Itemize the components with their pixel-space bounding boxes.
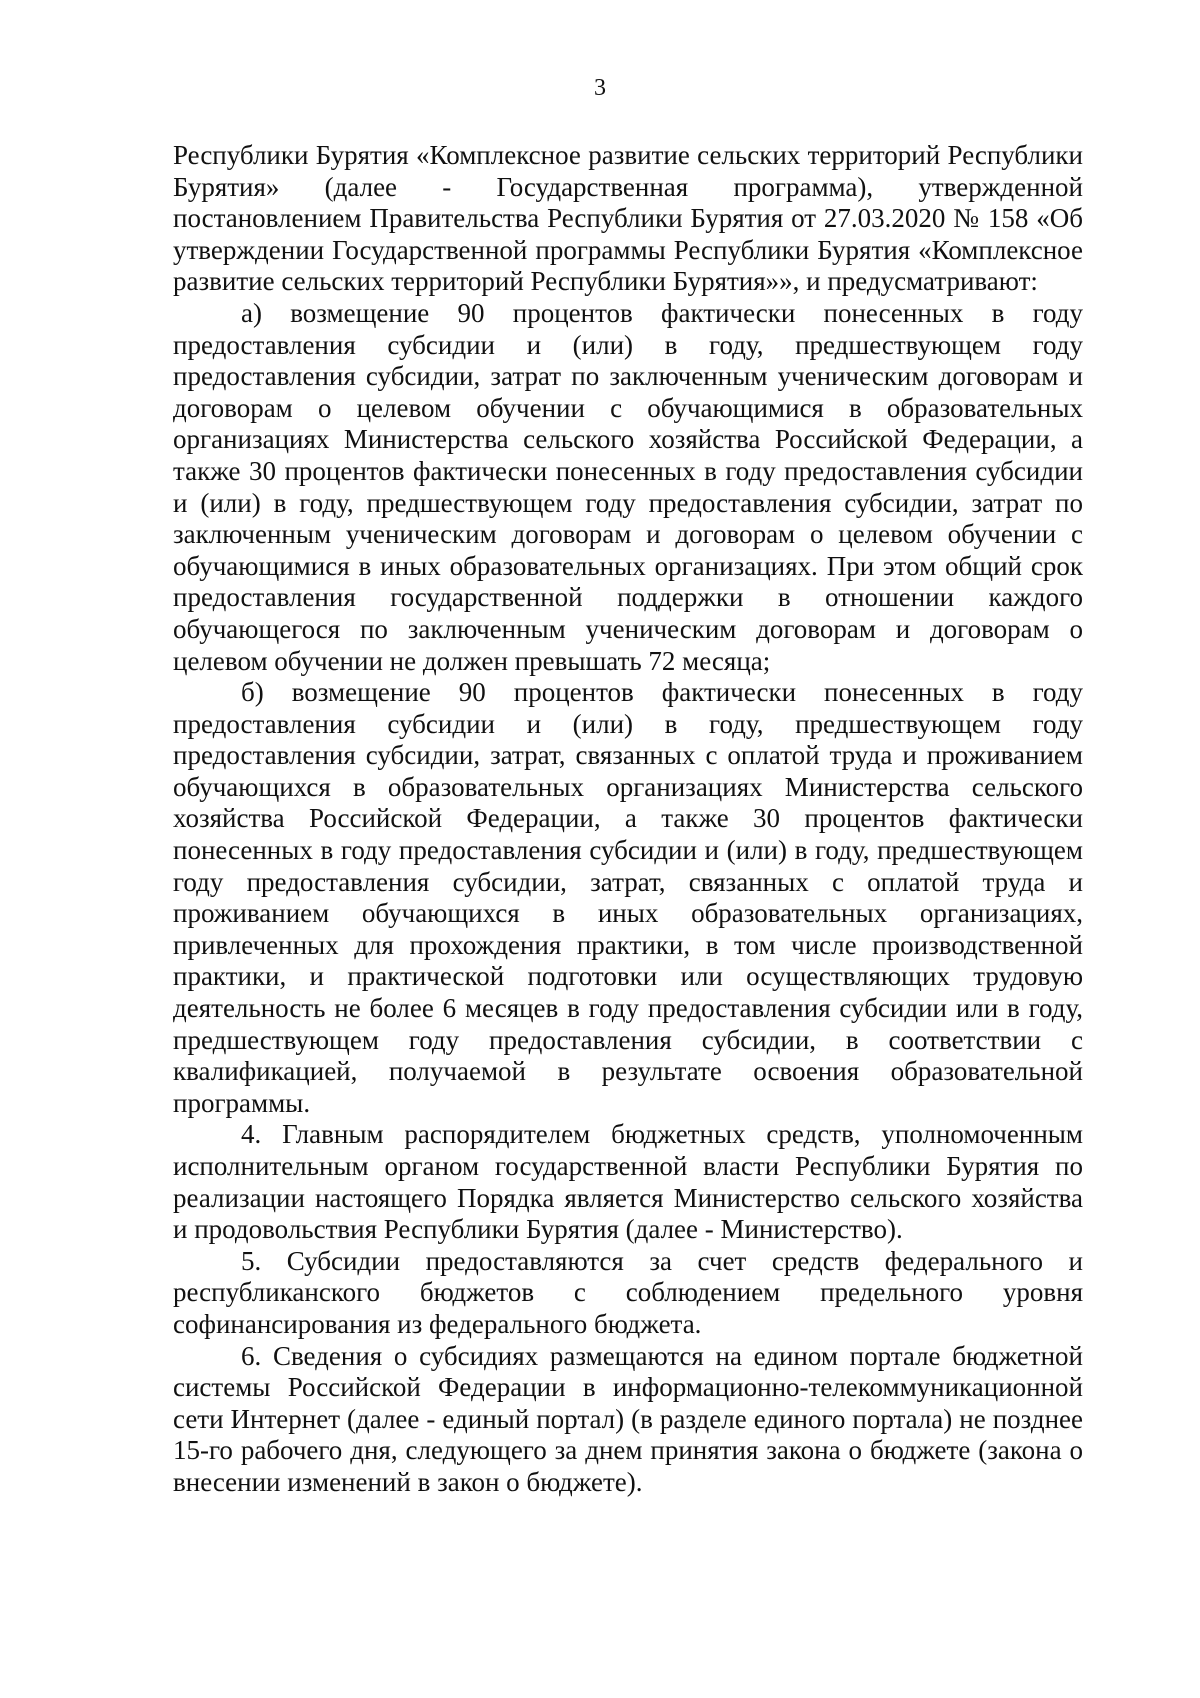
paragraph-item-6: 6. Сведения о субсидиях размещаются на едином портале бюджетной системы Российской Федерации в информационно-телекоммуникационной сети Интернет (далее - единый портал) (в разделе единого портала) не позднее 15-го рабочего дня, следующего за днем принятия закона о бюджете (закона о внесении изменений в закон о бюджете). (173, 1340, 1083, 1497)
paragraph-item-5: 5. Субсидии предоставляются за счет средств федерального и республиканского бюджетов с соблюдением предельного уровня софинансирования из федерального бюджета. (173, 1245, 1083, 1339)
paragraph-item-4: 4. Главным распорядителем бюджетных средств, уполномоченным исполнительным органом государственной власти Республики Бурятия по реализации настоящего Порядка является Министерство сельского хозяйства и продовольствия Республики Бурятия (далее - Министерство). (173, 1119, 1083, 1245)
paragraph-continuation: Республики Бурятия «Комплексное развитие сельских территорий Республики Бурятия» (далее - Государственная программа), утвержденной постановлением Правительства Республики Бурятия от 27.03.2020 № 158 «Об утверждении Государственной программы Республики Бурятия «Комплексное развитие сельских территорий Республики Бурятия»», и предусматривают: (173, 140, 1083, 297)
page-number: 3 (594, 75, 606, 101)
paragraph-subitem-a: а) возмещение 90 процентов фактически понесенных в году предоставления субсидии и (или) в году, предшествующем году предоставления субсидии, затрат по заключенным ученическим договорам и договорам о целевом обучении с обучающимися в образовательных организациях Министерства сельского хозяйства Российской Федерации, а также 30 процентов фактически понесенных в году предоставления субсидии и (или) в году, предшествующем году предоставления субсидии, затрат по заключенным ученическим договорам и договорам о целевом обучении с обучающимися в иных образовательных организациях. При этом общий срок предоставления государственной поддержки в отношении каждого обучающегося по заключенным ученическим договорам и договорам о целевом обучении не должен превышать 72 месяца; (173, 297, 1083, 676)
paragraph-subitem-b: б) возмещение 90 процентов фактически понесенных в году предоставления субсидии и (или) в году, предшествующем году предоставления субсидии, затрат, связанных с оплатой труда и проживанием обучающихся в образовательных организациях Министерства сельского хозяйства Российской Федерации, а также 30 процентов фактически понесенных в году предоставления субсидии и (или) в году, предшествующем году предоставления субсидии, затрат, связанных с оплатой труда и проживанием обучающихся в иных образовательных организациях, привлеченных для прохождения практики, в том числе производственной практики, и практической подготовки или осуществляющих трудовую деятельность не более 6 месяцев в году предоставления субсидии или в году, предшествующем году предоставления субсидии, в соответствии с квалификацией, получаемой в результате освоения образовательной программы. (173, 677, 1083, 1118)
document-body (173, 140, 1083, 1499)
